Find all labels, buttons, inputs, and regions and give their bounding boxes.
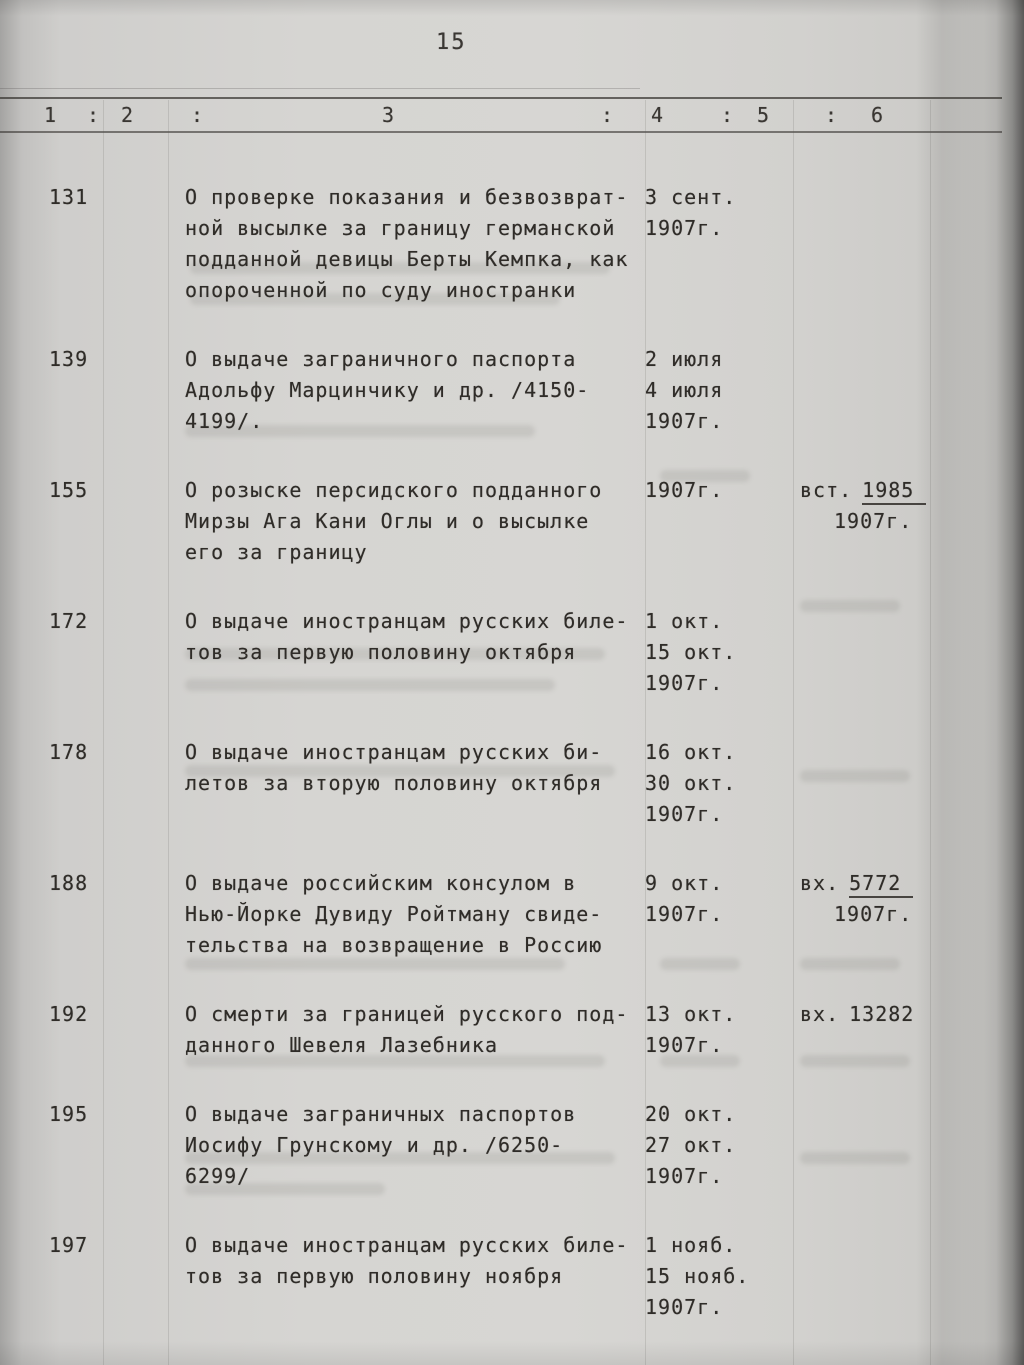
entry-description [185,344,645,437]
description-line: Адольфу Марцинчику и др. /4150- [185,378,590,402]
note-line [800,475,1024,506]
description-line: тов за первую половину ноября [185,1264,564,1288]
column-separator: : [721,103,734,127]
description-line: О розыске персидского подданного [185,478,603,502]
date-line: 4 июля [645,378,724,402]
date-line: 20 окт. [645,1102,737,1126]
entry-dates [645,868,795,961]
entry-dates [645,182,795,306]
column-header-6: 6 [871,103,884,127]
note-value: 1907г. [834,902,913,926]
entry-number: 131 [49,185,89,209]
entry-dates [645,475,795,568]
entry-dates [645,999,795,1061]
column-header-3: 3 [382,103,395,127]
column-separator: : [87,103,100,127]
description-line: О выдаче заграничного паспорта [185,347,577,371]
table-row [0,1099,1024,1192]
note-prefix: вст. [800,478,853,502]
entry-notes [795,1099,1024,1192]
note-line [800,999,1024,1030]
entry-notes [795,868,1024,961]
date-line: 2 июля [645,347,724,371]
description-line: О выдаче российским консулом в [185,871,577,895]
table-row [0,182,1024,306]
entry-dates [645,344,795,437]
column-separator: : [825,103,838,127]
entry-number: 172 [49,609,89,633]
description-line: его за границу [185,540,368,564]
ruled-line [0,97,1002,99]
note-value: 13282 [849,1002,915,1026]
date-line: 1907г. [645,216,724,240]
date-line: 15 нояб. [645,1264,750,1288]
entry-dates [645,1099,795,1192]
date-line: 1907г. [645,671,724,695]
note-line [800,899,1024,930]
date-line: 1907г. [645,902,724,926]
page-number: 15 [436,30,467,55]
entry-number: 195 [49,1102,89,1126]
date-line: 1907г. [645,1164,724,1188]
note-prefix: вх. [800,1002,840,1026]
note-line [800,506,1024,537]
description-line: 4199/. [185,409,264,433]
description-line: О выдаче иностранцам русских би- [185,740,603,764]
entry-dates [645,606,795,699]
entry-number-cell [0,182,185,306]
entry-description [185,606,645,699]
description-line: летов за вторую половину октября [185,771,603,795]
description-line: подданной девицы Берты Кемпка, как [185,247,629,271]
description-line: Иосифу Грунскому и др. /6250- [185,1133,564,1157]
table-row [0,868,1024,961]
entry-description [185,182,645,306]
description-line: О смерти за границей русского под- [185,1002,629,1026]
entry-list [0,182,1024,1361]
description-line: тельства на возвращение в Россию [185,933,603,957]
date-line: 1907г. [645,1033,724,1057]
entry-notes [795,475,1024,568]
date-line: 1907г. [645,802,724,826]
date-line: 16 окт. [645,740,737,764]
entry-dates [645,737,795,830]
date-line: 1907г. [645,409,724,433]
note-value: 1985 [862,478,926,505]
entry-notes [795,737,1024,830]
column-separator: : [191,103,204,127]
description-line: О выдаче иностранцам русских биле- [185,609,629,633]
table-row [0,606,1024,699]
entry-notes [795,344,1024,437]
table-row [0,1230,1024,1323]
entry-number: 139 [49,347,89,371]
note-line [800,868,1024,899]
column-header-2: 2 [121,103,134,127]
date-line: 27 окт. [645,1133,737,1157]
entry-number-cell [0,1230,185,1323]
date-line: 13 окт. [645,1002,737,1026]
column-header-4: 4 [651,103,664,127]
description-line: опороченной по суду иностранки [185,278,577,302]
description-line: О проверке показания и безвозврат- [185,185,629,209]
entry-number: 192 [49,1002,89,1026]
description-line: О выдаче заграничных паспортов [185,1102,577,1126]
date-line: 15 окт. [645,640,737,664]
entry-number: 188 [49,871,89,895]
entry-number-cell [0,1099,185,1192]
description-line: Мирзы Ага Кани Оглы и о высылке [185,509,590,533]
entry-description [185,1099,645,1192]
ruled-line [0,131,1002,133]
description-line: 6299/ [185,1164,251,1188]
entry-description [185,999,645,1061]
entry-notes [795,606,1024,699]
description-line: О выдаче иностранцам русских биле- [185,1233,629,1257]
entry-notes [795,182,1024,306]
description-line: Нью-Йорке Дувиду Ройтману свиде- [185,902,603,926]
column-header-5: 5 [757,103,770,127]
note-value: 1907г. [834,509,913,533]
date-line: 1907г. [645,478,724,502]
entry-notes [795,1230,1024,1323]
note-prefix: вх. [800,871,840,895]
date-line: 30 окт. [645,771,737,795]
entry-description [185,737,645,830]
column-separator: : [601,103,614,127]
entry-number-cell [0,344,185,437]
entry-number-cell [0,475,185,568]
note-value: 5772 [849,871,913,898]
column-header-1: 1 [44,103,57,127]
date-line: 1 нояб. [645,1233,737,1257]
table-row [0,475,1024,568]
entry-description [185,1230,645,1323]
date-line: 1907г. [645,1295,724,1319]
entry-number-cell [0,606,185,699]
entry-number: 197 [49,1233,89,1257]
table-row [0,344,1024,437]
entry-description [185,868,645,961]
entry-number-cell [0,868,185,961]
table-row [0,999,1024,1061]
entry-number: 178 [49,740,89,764]
ruled-line [0,88,640,89]
entry-notes [795,999,1024,1061]
date-line: 3 сент. [645,185,737,209]
description-line: ной высылке за границу германской [185,216,616,240]
entry-dates [645,1230,795,1323]
date-line: 1 окт. [645,609,724,633]
entry-number-cell [0,737,185,830]
entry-number-cell [0,999,185,1061]
date-line: 9 окт. [645,871,724,895]
table-row [0,737,1024,830]
entry-number: 155 [49,478,89,502]
description-line: тов за первую половину октября [185,640,577,664]
entry-description [185,475,645,568]
description-line: данного Шевеля Лазебника [185,1033,498,1057]
